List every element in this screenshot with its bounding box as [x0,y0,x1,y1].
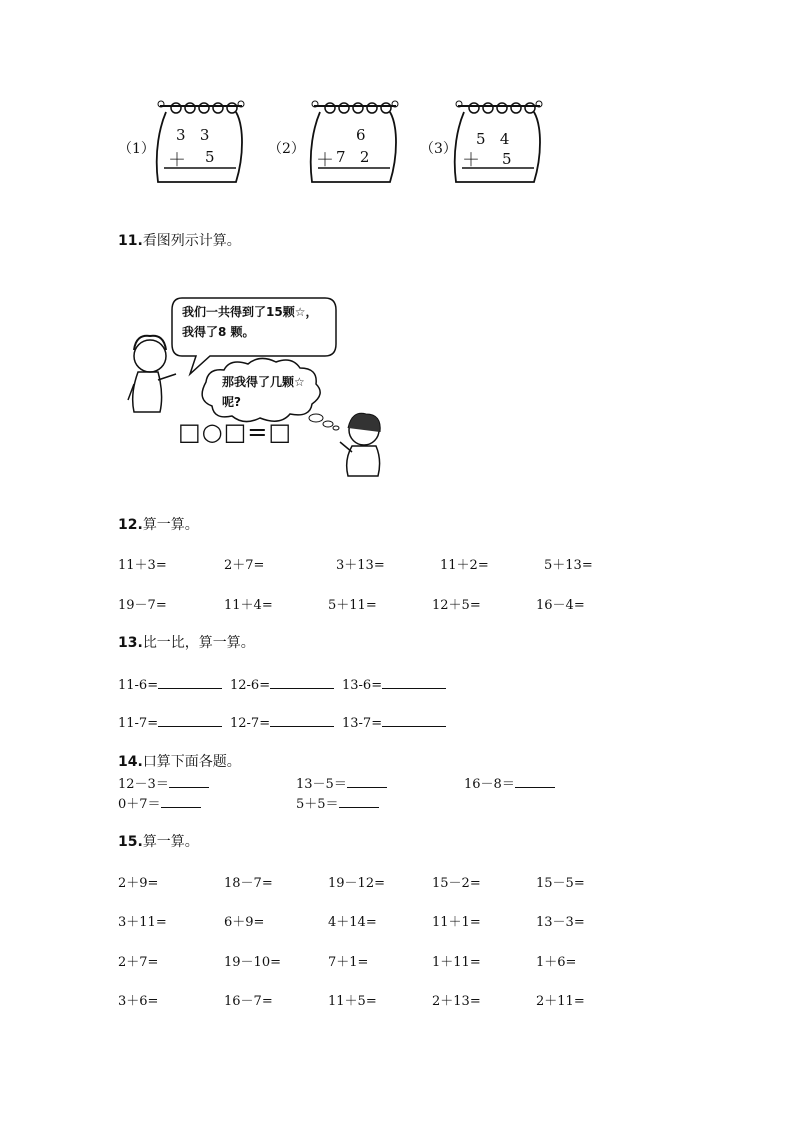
arith-item: 7＋1= [328,955,369,970]
arith-item: 19－12= [328,876,385,891]
arith-item [118,674,222,693]
answer-blank[interactable] [158,674,222,689]
problem-label: （1） [118,141,155,157]
answer-blank[interactable] [270,712,334,727]
arith-item: 11＋3= [118,558,167,573]
arith-item [342,674,446,693]
arith-expression: 13-6= [342,678,383,693]
plus-sign: ＋ [168,150,186,171]
question-text: 算一算。 [142,517,199,533]
question-text: 比一比，算一算。 [142,635,255,651]
arith-item [118,793,201,812]
answer-blank[interactable] [347,773,387,788]
arith-item [118,712,222,731]
arith-item: 11＋4= [224,598,273,613]
question-15-title [118,831,199,851]
arith-item: 2＋9= [118,876,159,891]
arith-item [296,773,387,792]
equation-blank-boxes[interactable]: □○□=□ [178,418,293,446]
arith-item: 19－7= [118,598,167,613]
arith-item: 5＋13= [544,558,593,573]
question-number: 12. [118,517,143,533]
arith-expression: 5＋5＝ [296,797,339,812]
answer-blank[interactable] [382,712,446,727]
arith-item: 3＋13= [336,558,385,573]
arith-item: 2＋7= [118,955,159,970]
arith-expression: 0＋7＝ [118,797,161,812]
arith-item [230,674,334,693]
thought-bubble-text [222,372,305,412]
plus-sign: ＋ [316,150,334,171]
arith-expression: 12-7= [230,716,271,731]
arith-item: 19－10= [224,955,281,970]
answer-blank[interactable] [339,793,379,808]
answer-blank[interactable] [169,773,209,788]
problem-label: （3） [420,141,457,157]
answer-blank[interactable] [270,674,334,689]
sack-top-digits: 5 4 [476,130,510,148]
arith-expression: 13－5＝ [296,777,347,792]
arith-item: 15－5= [536,876,585,891]
question-number: 13. [118,635,143,651]
arith-item: 13－3= [536,915,585,930]
arith-item: 18－7= [224,876,273,891]
question-text: 算一算。 [142,834,199,850]
question-number: 14. [118,754,143,770]
answer-blank[interactable] [161,793,201,808]
question-14-title [118,751,241,771]
arith-item [118,773,209,792]
sack-bottom-digits: 7 2 [336,148,370,166]
question-text: 看图列示计算。 [142,233,241,249]
answer-blank[interactable] [158,712,222,727]
money-sack-image [306,96,402,188]
arith-item: 1＋11= [432,955,481,970]
arith-item: 11＋1= [432,915,481,930]
arith-expression: 11-7= [118,716,159,731]
arith-item [464,773,555,792]
arith-item: 4＋14= [328,915,377,930]
arith-item [230,712,334,731]
arith-item: 12＋5= [432,598,481,613]
question-text: 口算下面各题。 [142,754,241,770]
answer-blank[interactable] [515,773,555,788]
bubble-line: 我得了8 颗。 [182,325,255,339]
question-11-title [118,230,241,250]
arith-item: 11＋5= [328,994,377,1009]
arith-item: 6＋9= [224,915,265,930]
bubble-line: 我们一共得到了15颗☆， [182,305,318,319]
question-13-title [118,632,255,652]
arith-item: 16－4= [536,598,585,613]
bubble-line: 那我得了几颗☆ [222,375,305,389]
arith-expression: 16－8＝ [464,777,515,792]
arith-item: 2＋13= [432,994,481,1009]
question-number: 15. [118,834,143,850]
arith-item: 16－7= [224,994,273,1009]
arith-item: 2＋11= [536,994,585,1009]
answer-blank[interactable] [382,674,446,689]
arith-item: 3＋11= [118,915,167,930]
plus-sign: ＋ [462,150,480,171]
arith-expression: 12-6= [230,678,271,693]
arith-item: 3＋6= [118,994,159,1009]
sack-bottom-digits: 5 [502,150,512,168]
arith-item [296,793,379,812]
arith-expression: 11-6= [118,678,159,693]
sack-bottom-digits: 5 [205,148,215,166]
arith-item: 15－2= [432,876,481,891]
arith-item: 11＋2= [440,558,489,573]
speech-bubble-text [182,302,317,342]
arith-item [342,712,446,731]
sack-top-digits: 6 [356,126,366,144]
bubble-line: 呢? [222,395,241,409]
arith-expression: 12－3＝ [118,777,169,792]
question-number: 11. [118,233,143,249]
arith-item: 5＋11= [328,598,377,613]
problem-label: （2） [268,141,305,157]
arith-item: 1＋6= [536,955,577,970]
arith-expression: 13-7= [342,716,383,731]
question-12-title [118,514,199,534]
arith-item: 2＋7= [224,558,265,573]
sack-top-digits: 3 3 [176,126,210,144]
